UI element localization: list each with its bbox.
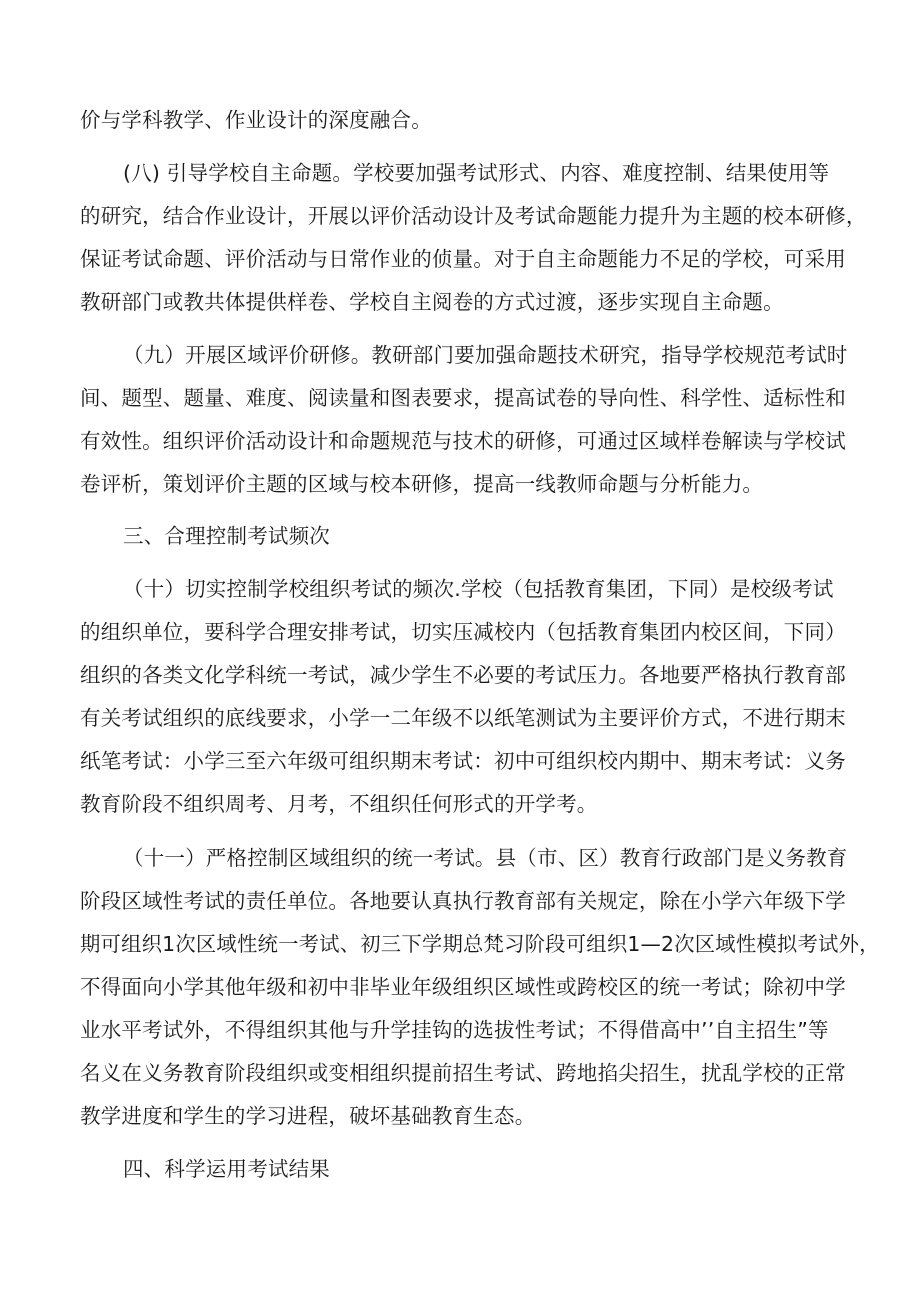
paragraph-line: 有效性。组织评价活动设计和命题规范与技术的研修，可通过区域样卷解读与学校试	[80, 429, 846, 453]
paragraph-line: （十一）严格控制区域组织的统一考试。县（市、区）教育行政部门是义务教育	[123, 846, 848, 870]
paragraph-line: 业水平考试外，不得组织其他与升学挂钩的选拔性考试；不得借高中’’自主招生”等	[80, 1018, 829, 1042]
paragraph-line: 组织的各类文化学科统一考试，减少学生不必要的考试压力。各地要严格执行教育部	[80, 663, 846, 687]
paragraph-line: 的研究，结合作业设计，开展以评价活动设计及考试命题能力提升为主题的校本研修，	[80, 204, 867, 228]
paragraph-line: 阶段区域性考试的责任单位。各地要认真执行教育部有关规定，除在小学六年级下学	[80, 889, 846, 913]
paragraph-line: 期可组织1次区域性统一考试、初三下学期总梵习阶段可组织1—2次区域性模拟考试外，	[80, 932, 880, 956]
section-heading: 四、科学运用考试结果	[123, 1157, 330, 1181]
paragraph-line: 有关考试组织的底线要求，小学一二年级不以纸笔测试为主要评价方式，不进行期末	[80, 706, 846, 730]
paragraph-line: 教研部门或教共体提供样卷、学校自主阅卷的方式过渡，逐步实现自主命题。	[80, 290, 784, 314]
paragraph-line: 纸笔考试：小学三至六年级可组织期末考试：初中可组织校内期中、期末考试：义务	[80, 749, 846, 773]
paragraph-line: 教育阶段不组织周考、月考，不组织任何形式的开学考。	[80, 792, 598, 816]
paragraph-line: 卷评析，策划评价主题的区域与校本研修，提高一线教师命题与分析能力。	[80, 472, 764, 496]
paragraph-line: （十）切实控制学校组织考试的频次.学校（包括教育集团，下同）是校级考试	[123, 577, 834, 601]
paragraph-line: 不得面向小学其他年级和初中非毕业年级组织区域性或跨校区的统一考试；除初中学	[80, 975, 846, 999]
paragraph-line: 保证考试命题、评价活动与日常作业的侦量。对于自主命题能力不足的学校，可采用	[80, 247, 846, 271]
paragraph-line: （九）开展区域评价研修。教研部门要加强命题技术研究，指导学校规范考试时	[123, 343, 848, 367]
paragraph-line: 名义在义务教育阶段组织或变相组织提前招生考试、跨地掐尖招生，扰乱学校的正常	[80, 1061, 846, 1085]
section-heading: 三、合理控制考试频次	[123, 524, 330, 548]
paragraph-line: (八) 引导学校自主命题。学校要加强考试形式、内容、难度控制、结果使用等	[123, 161, 830, 185]
paragraph-line: 的组织单位，要科学合理安排考试，切实压减校内（包括教育集团内校区间，下同）	[80, 620, 846, 644]
paragraph-line: 教学进度和学生的学习进程，破坏基础教育生态。	[80, 1104, 536, 1128]
paragraph-line: 间、题型、题量、难度、阅读量和图表要求，提高试卷的导向性、科学性、适标性和	[80, 386, 846, 410]
paragraph-line: 价与学科教学、作业设计的深度融合。	[80, 108, 432, 132]
